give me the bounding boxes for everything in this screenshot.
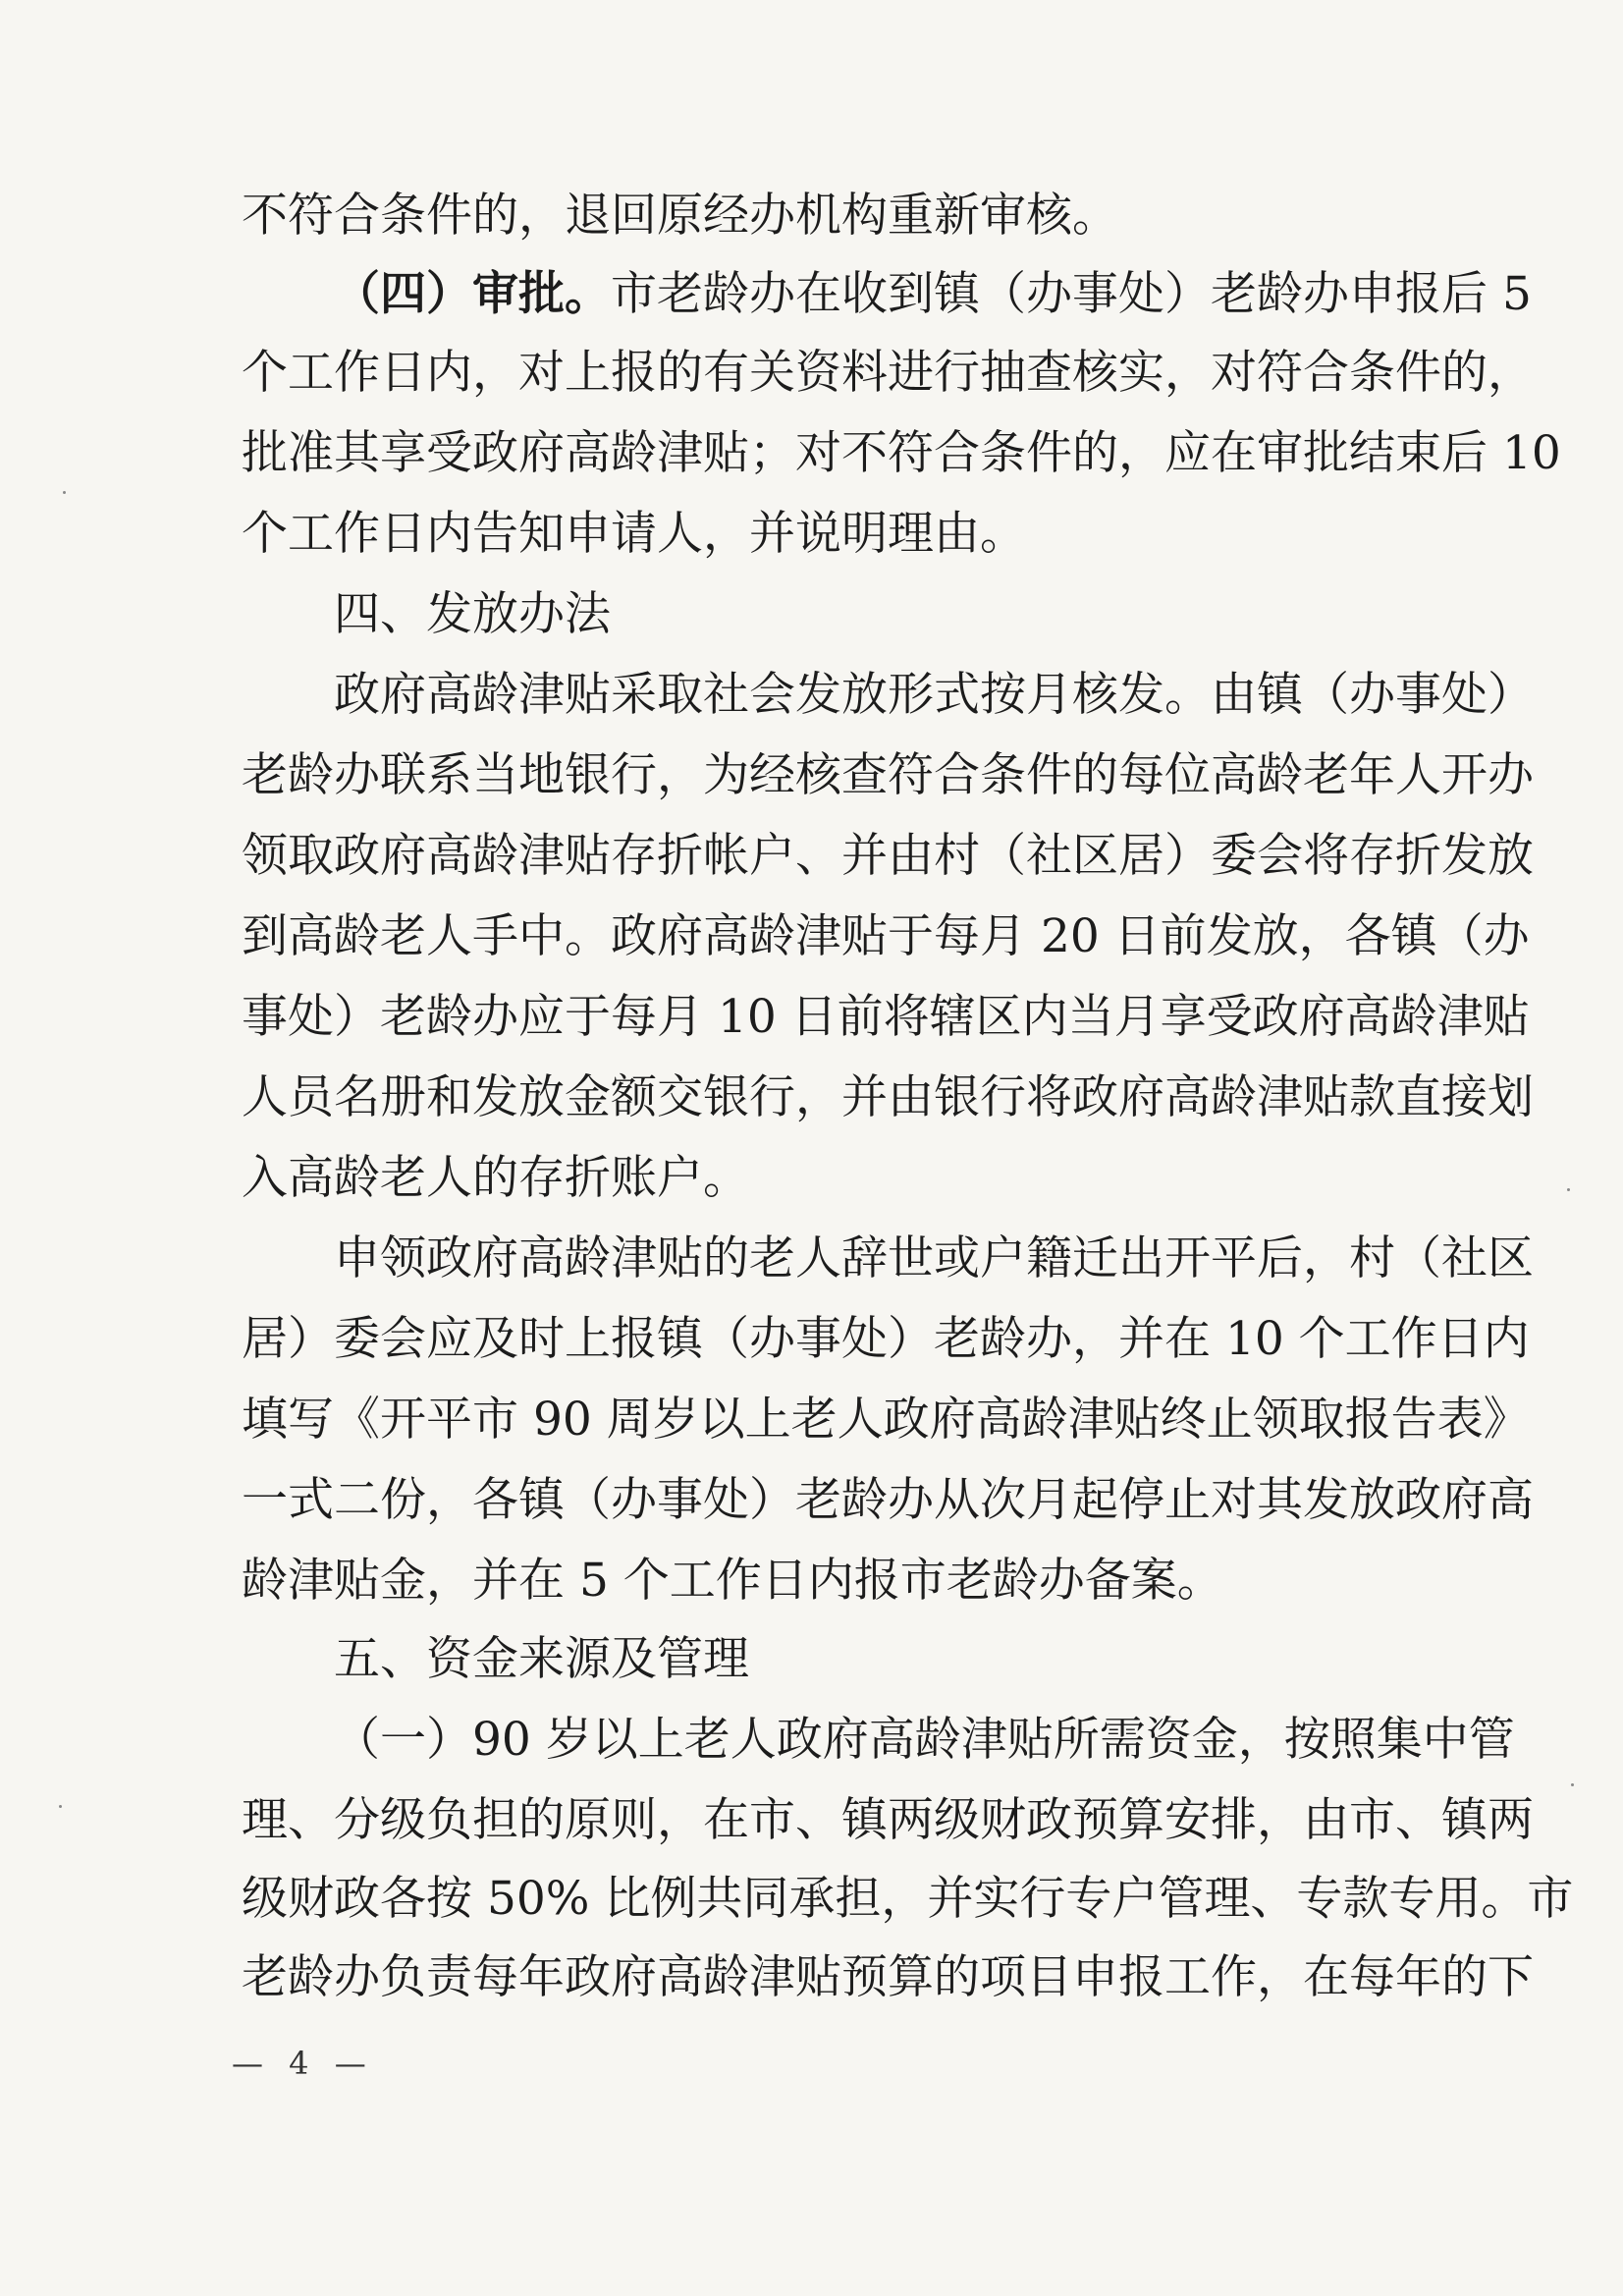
paragraph-line: 事处）老龄办应于每月 10 日前将辖区内当月享受政府高龄津贴 (242, 990, 1530, 1044)
paragraph-line: 领取政府高龄津贴存折帐户、并由村（社区居）委会将存折发放 (242, 829, 1534, 883)
scan-speck (63, 491, 66, 494)
section-heading: 五、资金来源及管理 (334, 1632, 749, 1686)
section-label: （四）审批。 (334, 267, 611, 321)
paragraph-line: 入高龄老人的存折账户。 (242, 1151, 749, 1205)
paragraph-line: 老龄办联系当地银行，为经核查符合条件的每位高龄老年人开办 (242, 748, 1534, 802)
page-number: — 4 — (232, 2045, 374, 2082)
paragraph-line: 到高龄老人手中。政府高龄津贴于每月 20 日前发放，各镇（办 (242, 909, 1530, 963)
paragraph-line: 老龄办负责每年政府高龄津贴预算的项目申报工作，在每年的下 (242, 1950, 1534, 2004)
paragraph-line: 级财政各按 50% 比例共同承担，并实行专户管理、专款专用。市 (242, 1872, 1574, 1926)
paragraph-line: 人员名册和发放金额交银行，并由银行将政府高龄津贴款直接划 (242, 1070, 1534, 1124)
paragraph-line: 批准其享受政府高龄津贴；对不符合条件的，应在审批结束后 10 (242, 426, 1561, 480)
scan-speck (1567, 1188, 1570, 1191)
scan-speck (1571, 1783, 1574, 1786)
paragraph-line: 个工作日内，对上报的有关资料进行抽查核实，对符合条件的， (242, 346, 1534, 400)
paragraph-line: 居）委会应及时上报镇（办事处）老龄办，并在 10 个工作日内 (242, 1312, 1530, 1366)
scan-speck (59, 1805, 62, 1808)
paragraph-line: 政府高龄津贴采取社会发放形式按月核发。由镇（办事处） (334, 668, 1534, 722)
paragraph-line (334, 267, 1532, 322)
paragraph-line: 填写《开平市 90 周岁以上老人政府高龄津贴终止领取报告表》 (242, 1393, 1530, 1447)
paragraph-line: 不符合条件的，退回原经办机构重新审核。 (242, 189, 1118, 243)
paragraph-line: 个工作日内告知申请人，并说明理由。 (242, 507, 1026, 561)
paragraph-line: 申领政府高龄津贴的老人辞世或户籍迁出开平后，村（社区 (334, 1231, 1534, 1285)
paragraph-line: 理、分级负担的原则，在市、镇两级财政预算安排，由市、镇两 (242, 1793, 1534, 1847)
paragraph-line: （一）90 岁以上老人政府高龄津贴所需资金，按照集中管 (334, 1713, 1515, 1767)
paragraph-line: 一式二份，各镇（办事处）老龄办从次月起停止对其发放政府高 (242, 1473, 1534, 1527)
paragraph-text: 市老龄办在收到镇（办事处）老龄办申报后 5 (611, 267, 1532, 321)
paragraph-line: 龄津贴金，并在 5 个工作日内报市老龄办备案。 (242, 1554, 1223, 1608)
section-heading: 四、发放办法 (334, 587, 611, 641)
